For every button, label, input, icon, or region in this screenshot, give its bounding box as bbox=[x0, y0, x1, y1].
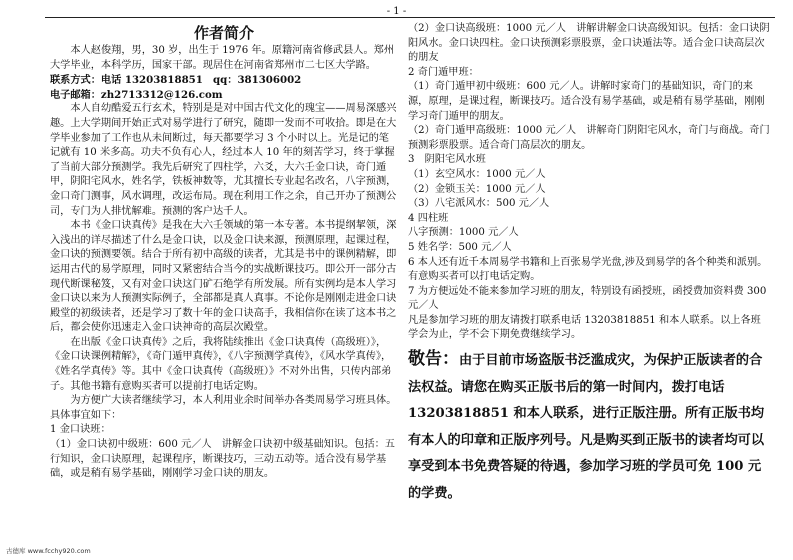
note-8: 凡是参加学习班的朋友请拨打联系电话 13203818851 和本人联系。以上各班学会为止，学不会下期免费继续学习。 bbox=[408, 314, 761, 341]
paragraph-background: 本人自幼酷爱五行玄术，特别是是对中国古代文化的瑰宝——周易深感兴趣。上大学期间开始正式对易学进行了研究，随即一发而不可收拾。即是在大学毕业参加了工作也从未间断过，每天都要学习 3 个小时以上。光是记的笔记就有 10 米多高。功夫不负有心人，经过本人 10 年的刻苦学习，终于掌握了当前大部分预测学。我先后研究了四柱学，六爻，大六壬金口诀，奇门遁甲，阴阳宅风水，姓名学，铁板神数等，尤其擅长专业起名改名，八字预测，金口奇门测事，风水调理，改运布局。现在利用工作之余，自己开办了预测公司，专门为人排忧解难。预测的客户达千人。 bbox=[50, 103, 397, 217]
class-3-heading: 3 阴阳宅风水班 bbox=[408, 154, 486, 166]
paragraph-book: 本书《金口诀真传》是我在大六壬领域的第一本专著。本书提纲挈领，深入浅出的详尽描述了什么是金口诀，以及金口诀来源，预测原理，起课过程，金口诀的预测要领。结合于所有初中高级的读者，尤其是书中的课例精解，即运用古代的易学原理，同时又紧密结合当今的实战断课技巧。即公开一部分古现代断课秘笈，又有对金口诀这门矿石绝学有所发展。所有实例均是本人学习金口诀以来为人预测实际例子，全部都是真人真事。不论你是刚刚走进金口诀殿堂的初级读者，还是学习了数十年的金口诀高手，我相信你在读了这本书之后，都会使你迅速走入金口诀神奇的高层次殿堂。 bbox=[50, 220, 397, 334]
page-title: 作者简介 bbox=[193, 24, 254, 42]
left-column bbox=[50, 22, 398, 482]
footer-watermark: 古德库 www.fcchy920.com bbox=[6, 547, 91, 555]
paragraph-series: 在出版《金口诀真传》之后，我将陆续推出《金口诀真传（高级班）》，《金口诀课例精解》，《奇门遁甲真传》，《八字预测学真传》，《风水学真传》，《姓名学真传》等。其中《金口诀真传（高级班）》不对外出售，只传内部弟子。其他书籍有意购买者可以提前打电话定购。 bbox=[50, 336, 392, 392]
class-1-item-2: （2）金口诀高级班：1000 元／人 讲解讲解金口诀高级知识。包括：金口诀阴阳风水。金口诀四柱。金口诀预测彩票股票，金口诀遁法等。适合金口诀高层次的朋友 bbox=[408, 23, 770, 64]
class-3-item-2: （2）金锁玉关：1000 元／人 bbox=[408, 183, 546, 195]
paragraph-classes: 为方便广大读者继续学习，本人利用业余时间举办各类周易学习班具体。具体事宜如下： bbox=[50, 395, 397, 421]
page-number: - 1 - bbox=[386, 6, 407, 17]
class-2-heading: 2 奇门遁甲班： bbox=[408, 66, 479, 78]
class-5: 5 姓名学：500 元／人 bbox=[408, 241, 512, 253]
class-4-item-1: 八字预测：1000 元／人 bbox=[408, 227, 519, 239]
contact-email: 电子邮箱：zh2713312@126.com bbox=[50, 88, 223, 101]
class-2-item-1: （1）奇门遁甲初中级班：600 元／人。讲解时家奇门的基础知识，奇门的来源，原理，是课过程，断课技巧。适合没有易学基础，或是稍有易学基础，刚刚学习奇门遁甲的朋友。 bbox=[408, 81, 765, 122]
notice-heading: 敬告： bbox=[408, 349, 459, 370]
class-1-heading: 1 金口诀班： bbox=[50, 424, 111, 436]
class-3-item-1: （1）玄空风水：1000 元／人 bbox=[408, 168, 546, 180]
note-6: 6 本人还有近千本周易学书籍和上百张易学光盘,涉及到易学的各个种类和派别。有意购买者可以打电话定购。 bbox=[408, 256, 768, 283]
header-rule bbox=[45, 17, 775, 18]
class-2-item-2: （2）奇门遁甲高级班：1000 元／人 讲解奇门阴阳宅风水，奇门与商战。奇门预测彩票股票。适合奇门高层次的朋友。 bbox=[408, 125, 770, 151]
right-column bbox=[408, 22, 770, 507]
class-3-item-3: （3）八宅派风水：500 元／人 bbox=[408, 198, 550, 210]
note-7: 7 为方便远处不能来参加学习班的朋友，特别设有函授班，函授费加资料费 300 元／人 bbox=[408, 285, 767, 312]
notice-block bbox=[408, 346, 770, 507]
notice-body: 由于目前市场盗版书泛滥成灾，为保护正版读者的合法权益。请您在购买正版书后的第一时间内，拨打电话 13203818851 和本人联系，进行正版注册。所有正版书均有本人的印章和正版序列号。凡是购买到正版书的读者均可以享受到本书免费答疑的待遇，参加学习班的学员可免 100 元的学费。 bbox=[408, 353, 765, 501]
author-intro: 本人赵俊翔，男，30 岁，出生于 1976 年。原籍河南省修武县人。郑州大学毕业，本科学历，国家干部。现居住在河南省郑州市二七区大学路。 bbox=[50, 45, 395, 71]
class-4-heading: 4 四柱班 bbox=[408, 212, 449, 224]
class-1-item-1: （1）金口诀初中级班：600 元／人 讲解金口诀初中级基础知识。包括：五行知识，金口诀原理，起课程序，断课技巧，三动五动等。适合没有易学基础，或是稍有易学基础，刚刚学习金口诀的朋友。 bbox=[50, 439, 395, 480]
contact-phone: 联系方式：电话 13203818851 qq：381306002 bbox=[50, 74, 302, 87]
